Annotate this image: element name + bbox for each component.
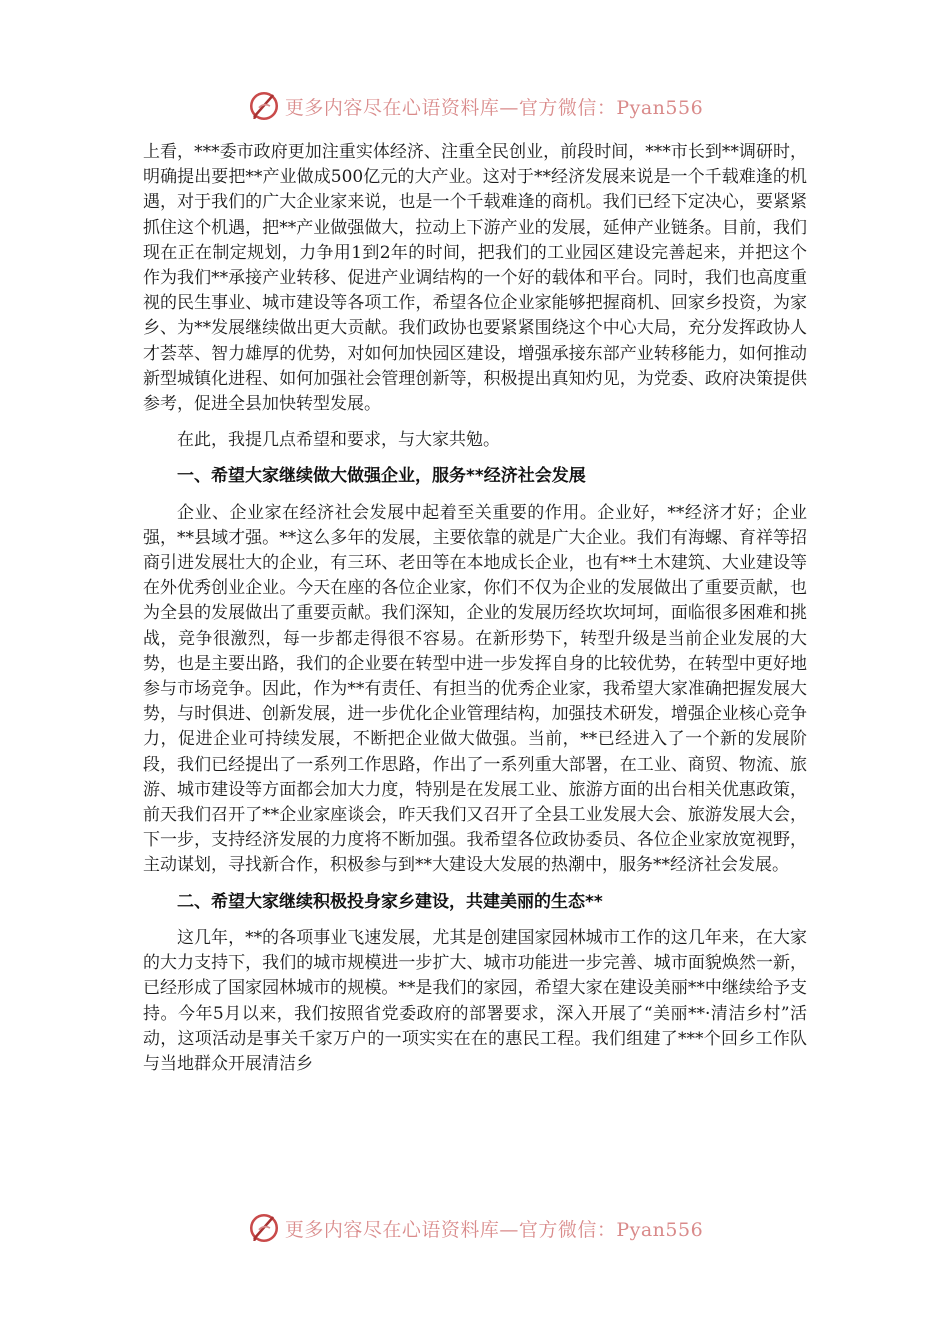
paragraph-section-1: 企业、企业家在经济社会发展中起着至关重要的作用。企业好，**经济才好；企业强，**县域才强。**这么多年的发展，主要依靠的就是广大企业。我们有海螺、育祥等招商引进发展壮大的企业，有三环、老田等在本地成长企业，也有**土木建筑、大业建设等在外优秀创业企业。今天在座的各位企业家，你们不仅为企业的发展做出了重要贡献，也为全县的发展做出了重要贡献。我们深知，企业的发展历经坎坎坷坷，面临很多困难和挑战，竞争很激烈，每一步都走得很不容易。在新形势下，转型升级是当前企业发展的大势，也是主要出路，我们的企业要在转型中进一步发挥自身的比较优势，在转型中更好地参与市场竞争。因此，作为**有责任、有担当的优秀企业家，我希望大家准确把握发展大势，与时俱进、创新发展，进一步优化企业管理结构，加强技术研发，增强企业核心竞争力，促进企业可持续发展，不断把企业做大做强。当前，**已经进入了一个新的发展阶段，我们已经提出了一系列工作思路，作出了一系列重大部署，在工业、商贸、物流、旅游、城市建设等方面都会加大力度，特别是在发展工业、旅游方面的出台相关优惠政策，前天我们召开了**企业家座谈会，昨天我们又召开了全县工业发展大会、旅游发展大会，下一步，支持经济发展的力度将不断加强。我希望各位政协委员、各位企业家放宽视野，主动谋划，寻找新合作，积极参与到**大建设大发展的热潮中，服务**经济社会发展。	[143, 502, 807, 876]
section-heading-1: 一、希望大家继续做大做强企业，服务**经济社会发展	[177, 466, 586, 487]
paragraph-section-2: 这几年，**的各项事业飞速发展，尤其是创建国家园林城市工作的这几年来，在大家的大力支持下，我们的城市规模进一步扩大、城市功能进一步完善、城市面貌焕然一新，已经形成了国家园林城市的规模。**是我们的家园，希望大家在建设美丽**中继续给予支持。今年5月以来，我们按照省党委政府的部署要求，深入开展了“美丽**·清洁乡村”活动，这项活动是事关千家万户的一项实实在在的惠民工程。我们组建了***个回乡工作队与当地群众开展清洁乡	[143, 927, 807, 1074]
header-watermark	[0, 84, 950, 128]
section-heading-2: 二、希望大家继续积极投身家乡建设，共建美丽的生态**	[177, 891, 603, 912]
paragraph-intro: 在此，我提几点希望和要求，与大家共勉。	[177, 430, 500, 451]
paragraph-continuation: 上看，***委市政府更加注重实体经济、注重全民创业，前段时间，***市长到**调研时，明确提出要把**产业做成500亿元的大产业。这对于**经济发展来说是一个千载难逢的机遇，对于我们的广大企业家来说，也是一个千载难逢的商机。我们已经下定决心，要紧紧抓住这个机遇，把**产业做强做大，拉动上下游产业的发展，延伸产业链条。目前，我们现在正在制定规划，力争用1到2年的时间，把我们的工业园区建设完善起来，并把这个作为我们**承接产业转移、促进产业调结构的一个好的载体和平台。同时，我们也高度重视的民生事业、城市建设等各项工作，希望各位企业家能够把握商机、回家乡投资，为家乡、为**发展继续做出更大贡献。我们政协也要紧紧围绕这个中心大局，充分发挥政协人才荟萃、智力雄厚的优势，对如何加快园区建设，增强承接东部产业转移能力，如何推动新型城镇化进程、如何加强社会管理创新等，积极提出真知灼见，为党委、政府决策提供参考，促进全县加快转型发展。	[143, 142, 807, 415]
footer-watermark	[0, 1206, 950, 1250]
watermark-text: 更多内容尽在心语资料库—官方微信：Pyan556	[284, 96, 704, 119]
watermark-text: 更多内容尽在心语资料库—官方微信：Pyan556	[284, 1218, 704, 1241]
document-body	[143, 140, 807, 1088]
brush-logo-icon	[247, 89, 281, 123]
brush-logo-icon	[247, 1211, 281, 1245]
